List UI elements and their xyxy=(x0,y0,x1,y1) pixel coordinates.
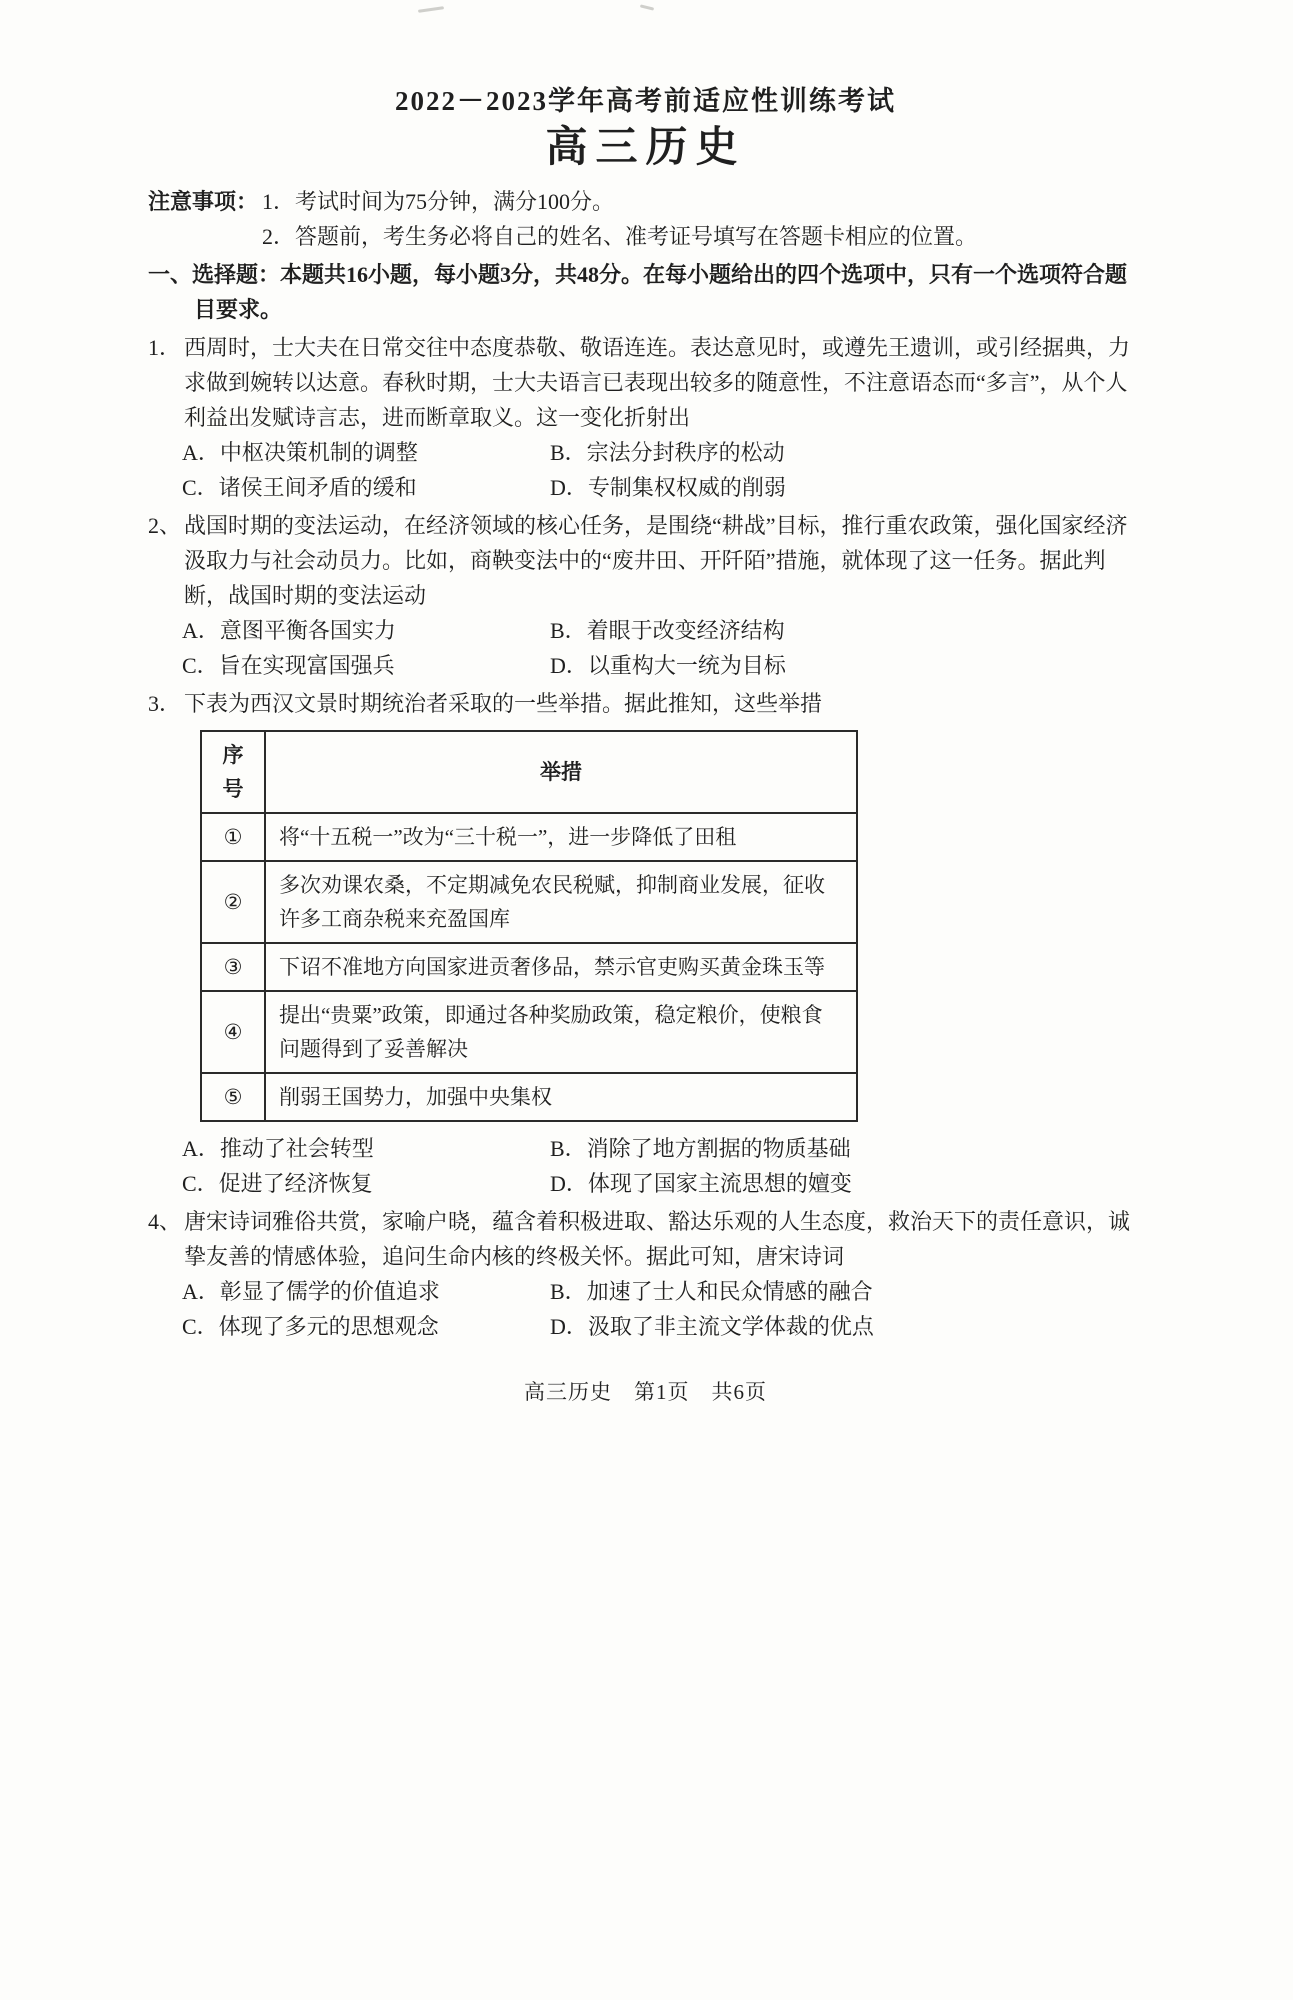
question-1-options xyxy=(182,435,1143,505)
question-2-stem: 战国时期的变法运动，在经济领域的核心任务，是围绕“耕战”目标，推行重农政策，强化国家经济汲取力与社会动员力。比如，商鞅变法中的“废井田、开阡陌”措施，就体现了这一任务。据此判断，战国时期的变法运动 xyxy=(184,513,1128,608)
question-4-option-d: D．汲取了非主流文学体裁的优点 xyxy=(550,1314,874,1339)
measure-4-number: ④ xyxy=(201,991,265,1073)
question-2-option-b: B．着眼于改变经济结构 xyxy=(550,618,785,643)
question-4-options xyxy=(182,1274,1143,1344)
question-1 xyxy=(148,330,1143,505)
question-1-option-b: B．宗法分封秩序的松动 xyxy=(550,440,785,465)
measure-5-number: ⑤ xyxy=(201,1073,265,1121)
scan-artifact xyxy=(640,4,654,10)
question-3-option-b: B．消除了地方割据的物质基础 xyxy=(550,1136,851,1161)
question-2-options xyxy=(182,613,1143,683)
question-2-option-a: A．意图平衡各国实力 xyxy=(182,618,396,643)
measures-table-row-2 xyxy=(201,861,857,943)
notice-items xyxy=(262,184,1143,254)
question-3-option-d: D．体现了国家主流思想的嬗变 xyxy=(550,1171,852,1196)
question-2-stem-row xyxy=(148,508,1143,613)
measure-1-text: 将“十五税一”改为“三十税一”，进一步降低了田租 xyxy=(265,813,857,861)
question-4-option-c: C．体现了多元的思想观念 xyxy=(182,1314,439,1339)
page-footer: 高三历史 第1页 共6页 xyxy=(524,1380,767,1404)
question-3-stem-row xyxy=(148,686,1143,721)
measure-1-number: ① xyxy=(201,813,265,861)
question-3-measures-table xyxy=(200,730,858,1122)
notice-item-1: 1．考试时间为75分钟，满分100分。 xyxy=(262,189,615,214)
section-heading: 一、选择题：本题共16小题，每小题3分，共48分。在每小题给出的四个选项中，只有一个选项符合题目要求。 xyxy=(148,262,1128,322)
measure-2-number: ② xyxy=(201,861,265,943)
question-2-number: 2、 xyxy=(148,513,182,538)
measure-3-number: ③ xyxy=(201,943,265,991)
measures-table-header-number: 序号 xyxy=(201,731,265,813)
question-4-stem: 唐宋诗词雅俗共赏，家喻户晓，蕴含着积极进取、豁达乐观的人生态度，救治天下的责任意识，诚挚友善的情感体验，追问生命内核的终极关怀。据此可知，唐宋诗词 xyxy=(184,1209,1131,1269)
question-2 xyxy=(148,508,1143,683)
measures-table-row-4 xyxy=(201,991,857,1073)
measure-3-text: 下诏不准地方向国家进贡奢侈品，禁示官吏购买黄金珠玉等 xyxy=(265,943,857,991)
question-1-number: 1． xyxy=(148,335,182,360)
measure-2-text: 多次劝课农桑，不定期减免农民税赋，抑制商业发展，征收许多工商杂税来充盈国库 xyxy=(265,861,857,943)
measures-table-row-1 xyxy=(201,813,857,861)
measures-table-row-5 xyxy=(201,1073,857,1121)
question-4 xyxy=(148,1204,1143,1344)
measures-table-row-3 xyxy=(201,943,857,991)
question-3-option-c: C．促进了经济恢复 xyxy=(182,1171,373,1196)
question-3-number: 3． xyxy=(148,691,182,716)
notice-label: 注意事项： xyxy=(148,189,259,214)
question-1-option-d: D．专制集权权威的削弱 xyxy=(550,475,786,500)
measure-5-text: 削弱王国势力，加强中央集权 xyxy=(265,1073,857,1121)
question-3 xyxy=(148,686,1143,1201)
question-2-option-d: D．以重构大一统为目标 xyxy=(550,653,786,678)
question-3-option-a: A．推动了社会转型 xyxy=(182,1136,374,1161)
exam-title: 2022－2023学年高考前适应性训练考试 xyxy=(395,86,896,116)
measures-table-header-measure: 举措 xyxy=(265,731,857,813)
question-1-stem-row xyxy=(148,330,1143,435)
question-2-option-c: C．旨在实现富国强兵 xyxy=(182,653,395,678)
measures-table-header-row xyxy=(201,731,857,813)
question-1-stem: 西周时，士大夫在日常交往中态度恭敬、敬语连连。表达意见时，或遵先王遗训，或引经据典，力求做到婉转以达意。春秋时期，士大夫语言已表现出较多的随意性，不注意语态而“多言”，从个人利益出发赋诗言志，进而断章取义。这一变化折射出 xyxy=(184,335,1131,430)
notice-item-2: 2．答题前，考生务必将自己的姓名、准考证号填写在答题卡相应的位置。 xyxy=(262,224,978,249)
question-4-option-b: B．加速了士人和民众情感的融合 xyxy=(550,1279,873,1304)
notice-section xyxy=(148,184,1143,254)
question-1-option-a: A．中枢决策机制的调整 xyxy=(182,440,418,465)
exam-subject: 高三历史 xyxy=(545,125,746,171)
measure-4-text: 提出“贵粟”政策，即通过各种奖励政策，稳定粮价，使粮食问题得到了妥善解决 xyxy=(265,991,857,1073)
question-4-number: 4、 xyxy=(148,1209,182,1234)
question-3-options xyxy=(182,1131,1143,1201)
question-4-option-a: A．彰显了儒学的价值追求 xyxy=(182,1279,440,1304)
scan-artifact xyxy=(418,6,444,13)
question-4-stem-row xyxy=(148,1204,1143,1274)
question-1-option-c: C．诸侯王间矛盾的缓和 xyxy=(182,475,417,500)
question-3-stem: 下表为西汉文景时期统治者采取的一些举措。据此推知，这些举措 xyxy=(184,691,823,716)
